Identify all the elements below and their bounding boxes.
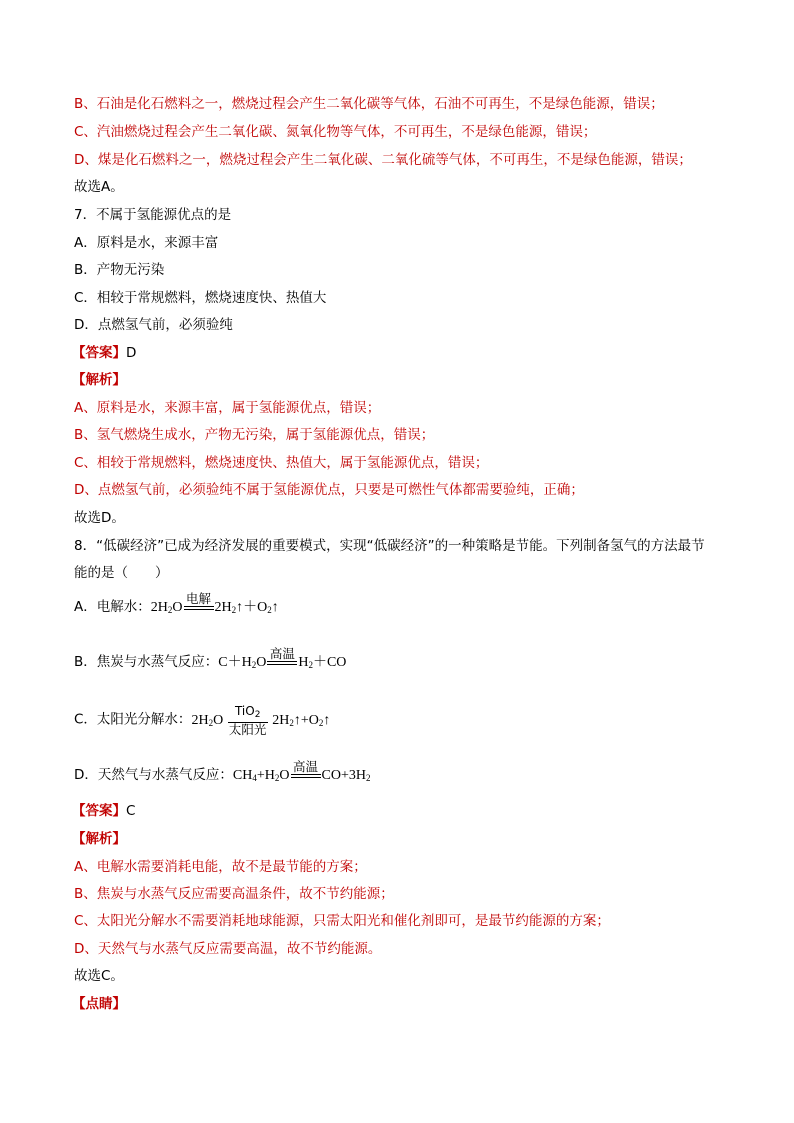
question-8-option-a [74, 592, 279, 624]
answer-label: 【答案】 [72, 803, 126, 819]
equation: $2H_2O$ 电解 $2H_2↑+O_2↑$ [151, 600, 279, 615]
question-7-option-d: D．点燃氢气前，必须验纯 [74, 317, 233, 333]
question-8-option-b [74, 647, 346, 679]
analysis-line: A、电解水需要消耗电能，故不是最节能的方案； [74, 859, 367, 875]
conclusion-line: 故选D。 [74, 510, 125, 526]
analysis-line: C、太阳光分解水不需要消耗地球能源，只需太阳光和催化剂即可，是最节约能源的方案； [74, 913, 610, 929]
analysis-line: B、石油是化石燃料之一，燃烧过程会产生二氧化碳等气体，石油不可再生，不是绿色能源，错误； [74, 96, 664, 112]
analysis-line: C、汽油燃烧过程会产生二氧化碳、氮氧化物等气体，不可再生，不是绿色能源，错误； [74, 124, 597, 140]
reaction-arrow: 电解 [184, 592, 214, 624]
question-8-answer [72, 801, 135, 821]
question-8-stem-cont: 能的是（ ） [74, 565, 169, 581]
analysis-line: D、天然气与水蒸气反应需要高温，故不节约能源。 [74, 941, 382, 957]
analysis-line: D、点燃氢气前，必须验纯不属于氢能源优点，只要是可燃性气体都需要验纯，正确； [74, 482, 584, 498]
question-8-stem: 8．“低碳经济”已成为经济发展的重要模式，实现“低碳经济”的一种策略是节能。下列制备氢气的方法最节 [74, 538, 705, 554]
question-8-option-d [74, 760, 370, 792]
option-label: B．焦炭与水蒸气反应： [74, 654, 219, 671]
equation: $C+H_2O$ 高温 $H_2+CO$ [218, 655, 346, 670]
analysis-line: B、焦炭与水蒸气反应需要高温条件，故不节约能源； [74, 886, 394, 902]
analysis-line: A、原料是水，来源丰富，属于氢能源优点，错误； [74, 400, 381, 416]
analysis-label: 【解析】 [72, 831, 126, 847]
analysis-line: C、相较于常规燃料，燃烧速度快、热值大，属于氢能源优点，错误； [74, 455, 489, 471]
answer-label: 【答案】 [72, 345, 126, 361]
question-7-stem: 7．不属于氢能源优点的是 [74, 207, 232, 223]
question-7-option-c: C．相较于常规燃料，燃烧速度快、热值大 [74, 290, 327, 306]
equation: $CH_4+H_2O$ 高温 $CO+3H_2$ [233, 768, 371, 783]
equation: $2H_2O$ TiO$_2$ 太阳光 $2H_2↑+O_2↑$ [191, 704, 331, 737]
analysis-line: B、氢气燃烧生成水，产物无污染，属于氢能源优点，错误； [74, 427, 435, 443]
option-label: C．太阳光分解水： [74, 711, 192, 728]
option-label: D．天然气与水蒸气反应： [74, 767, 233, 784]
analysis-label: 【解析】 [72, 372, 126, 388]
question-7-option-a: A．原料是水，来源丰富 [74, 235, 219, 251]
reaction-arrow: 高温 [267, 647, 297, 679]
tip-label: 【点睛】 [72, 996, 126, 1012]
answer-value: D [126, 345, 137, 361]
answer-value: C [126, 803, 136, 819]
reaction-arrow: TiO$_2$ 太阳光 [228, 704, 267, 737]
question-8-option-c [74, 704, 330, 737]
analysis-line: D、煤是化石燃料之一，燃烧过程会产生二氧化碳、二氧化硫等气体，不可再生，不是绿色能源，错误； [74, 152, 692, 168]
reaction-arrow: 高温 [291, 760, 321, 792]
question-7-answer [72, 343, 136, 363]
conclusion-line: 故选A。 [74, 179, 124, 195]
conclusion-line: 故选C。 [74, 968, 124, 984]
option-label: A．电解水： [74, 599, 151, 616]
question-7-option-b: B．产物无污染 [74, 262, 165, 278]
